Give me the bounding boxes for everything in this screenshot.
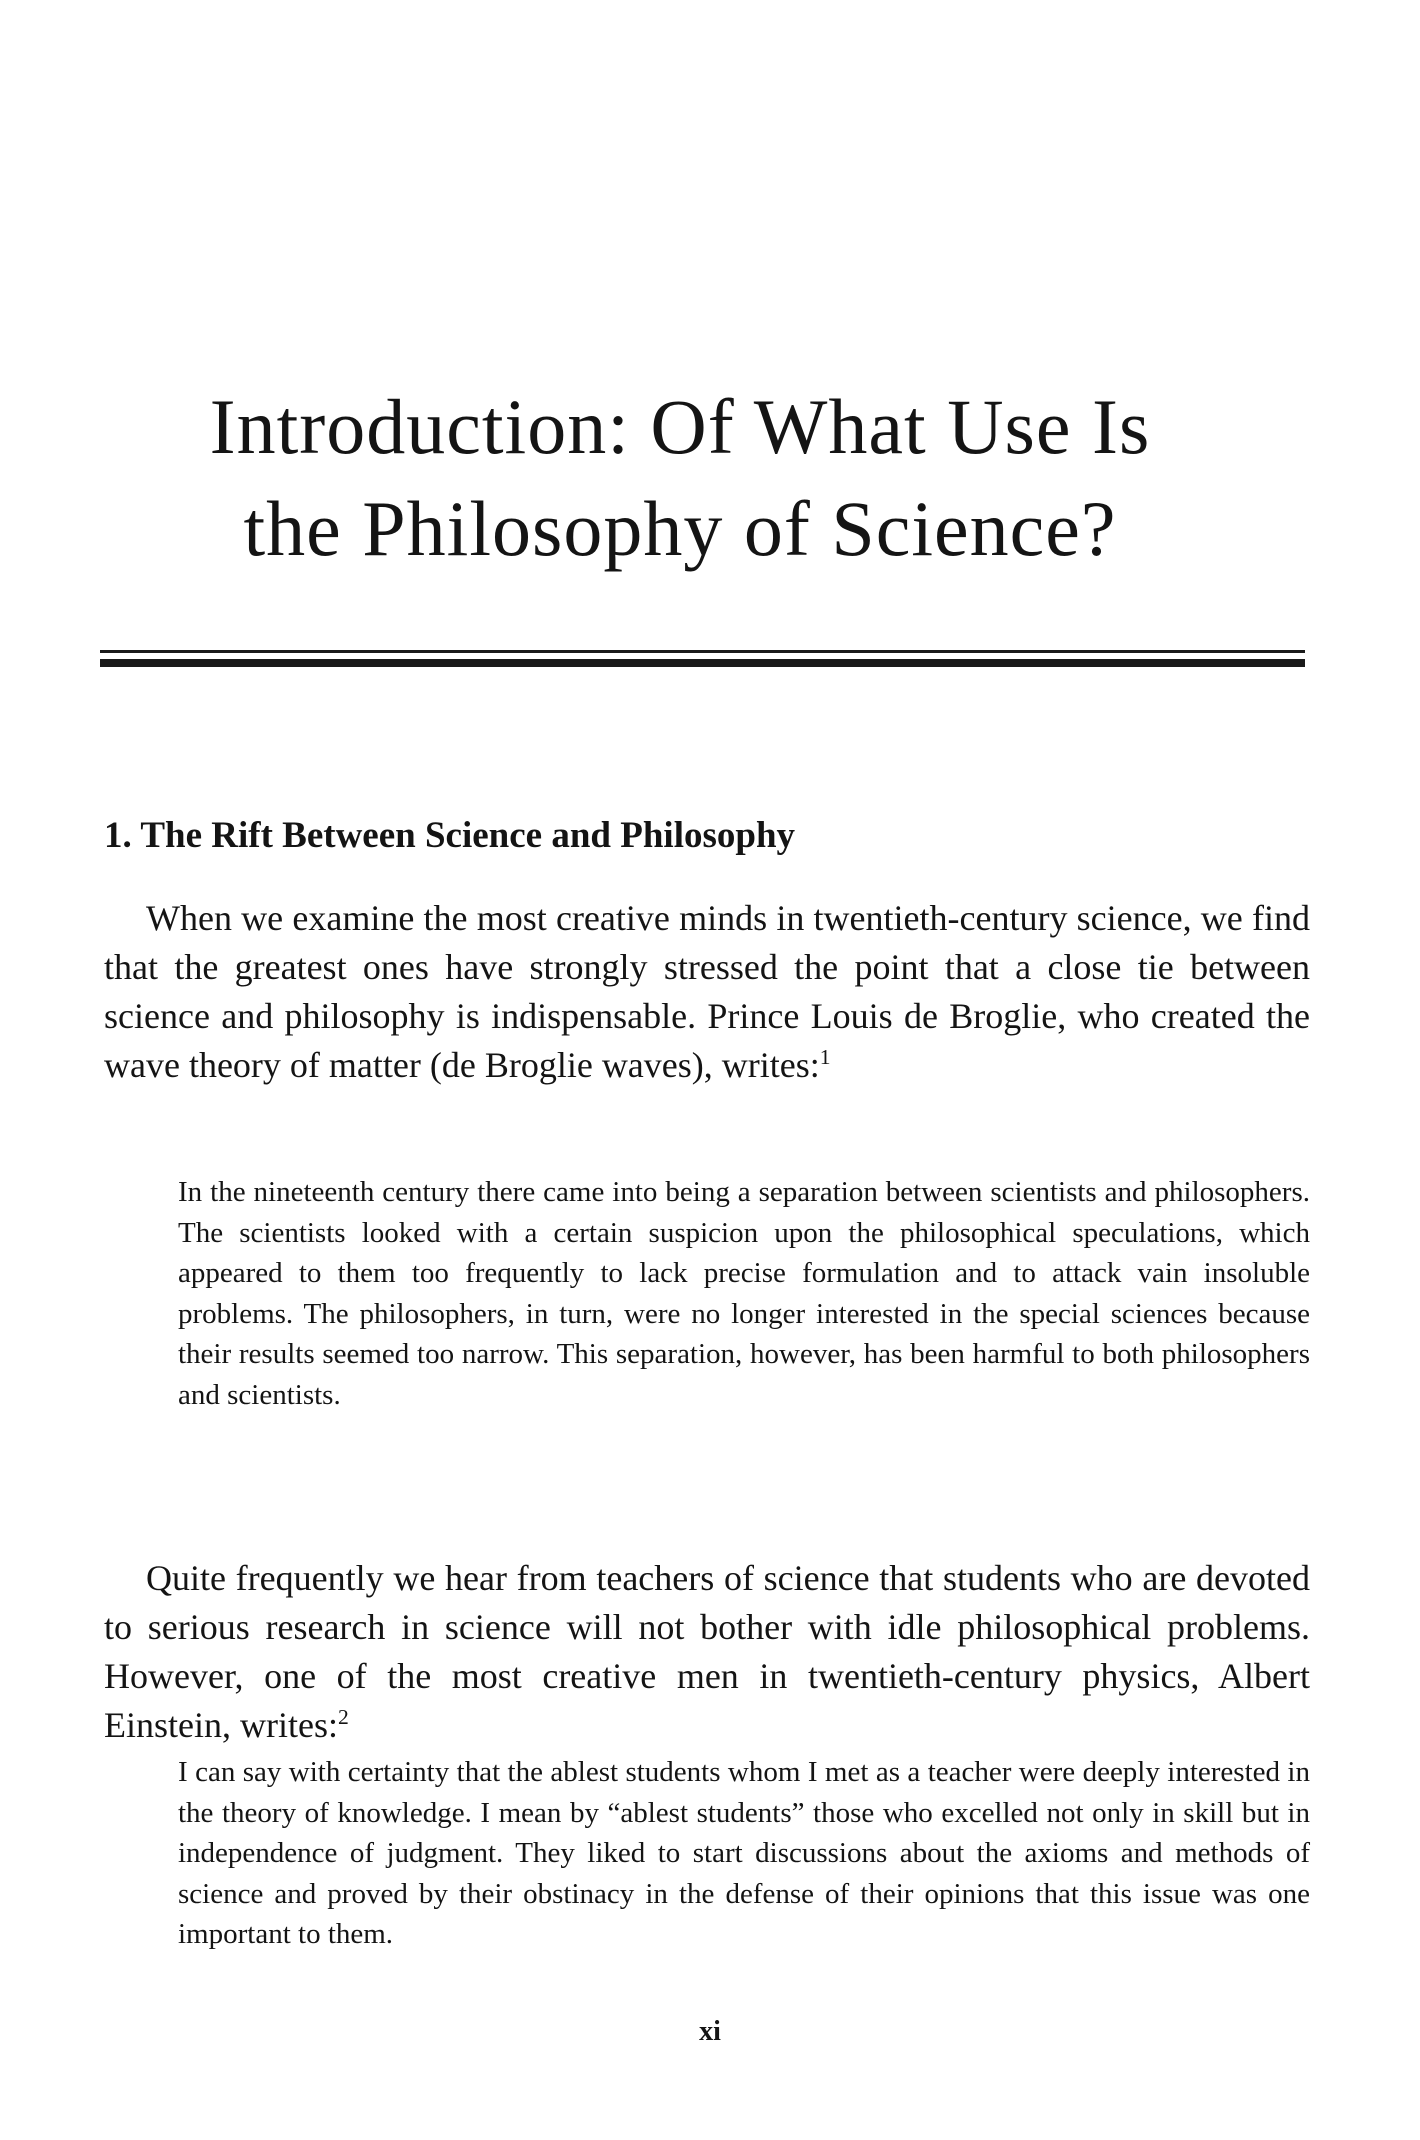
chapter-title-line-2: the Philosophy of Science? [243, 485, 1117, 572]
block-quote: In the nineteenth century there came into being a separation between scientists and philosophers. The scientists looked with a certain suspicion upon the philosophical speculations, which appeared to them too frequently to lack precise formulation and to attack vain insoluble problems. The philosophers, in turn, were no longer interested in the special sciences because their results seemed too narrow. This separation, however, has been harmful to both philosophers and scientists. [178, 1176, 1310, 1411]
title-rule-thick [100, 659, 1305, 667]
section-heading: 1. The Rift Between Science and Philosophy [104, 815, 796, 856]
paragraph-text: When we examine the most creative minds in twentieth-century science, we find that the greatest ones have strongly stressed the point that a close tie between science and philosophy is indispensable. Prince Louis de Broglie, who created the wave theory of matter (de Broglie waves), writes: [104, 898, 1310, 1085]
title-rule-thin [100, 650, 1305, 653]
block-quote: I can say with certainty that the ablest students whom I met as a teacher were deeply interested in the theory of knowledge. I mean by “ablest students” those who excelled not only in skill but in independence of judgment. They liked to start discussions about the axioms and methods of science and proved by their obstinacy in the defense of their opinions that this issue was one important to them. [178, 1756, 1310, 1950]
chapter-title-line-1: Introduction: Of What Use Is [209, 383, 1151, 470]
body-paragraph [104, 894, 1310, 1090]
footnote-ref: 2 [337, 1705, 349, 1729]
paragraph-text: Quite frequently we hear from teachers of science that students who are devoted to serious research in science will not bother with idle philosophical problems. However, one of the most creative men in twentieth-century physics, Albert Einstein, writes: [104, 1558, 1310, 1745]
body-paragraph [104, 1554, 1310, 1750]
page-number: xi [699, 2016, 721, 2047]
footnote-ref: 1 [819, 1045, 831, 1069]
